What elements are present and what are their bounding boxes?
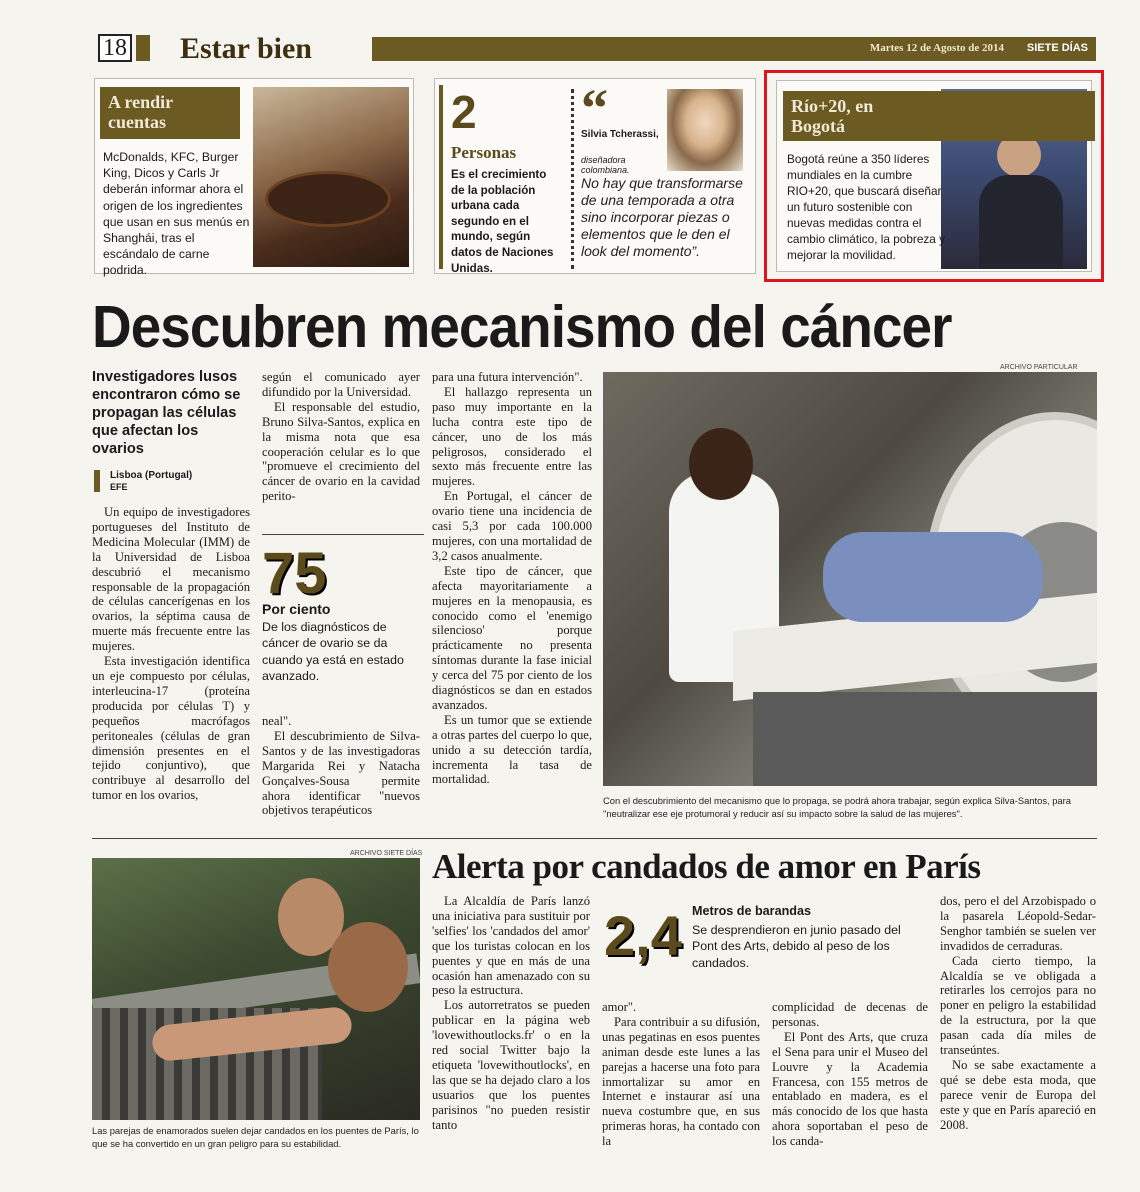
paragraph: Esta investigación identifica un eje compuesto por células, interleucina-17 (proteína producida por células T) y pequeños macrófagos peritoneales (células de gran dimensión presentes en el tejido conjuntivo), que contribuye al desarrollo del tumor en los ovarios, (92, 654, 250, 803)
article2-col-1 (432, 894, 590, 1133)
article2-col-3 (772, 1000, 928, 1149)
article2-col-4 (940, 894, 1096, 1133)
dotted-divider (571, 89, 574, 269)
paragraph: No se sabe exactamente a qué se debe esta moda, que parece venir de Europa del este y que en París apareció en 2008. (940, 1057, 1096, 1132)
personas-label: Personas (451, 143, 517, 162)
quote-text: No hay que transformarse de una temporada a otra sino incorporar piezas o elementos que le den el look del momento”. (581, 175, 743, 259)
paragraph: amor". (602, 1000, 637, 1014)
article2-col-2 (602, 1000, 760, 1149)
personas-text: Es el crecimiento de la población urbana cada segundo en el mundo, según datos de Naciones Unidas. (451, 168, 554, 275)
section-divider (92, 838, 1097, 839)
quote-mark-icon: “ (581, 78, 608, 138)
paragraph: neal". (262, 714, 292, 728)
burger-photo (253, 87, 409, 267)
headline-secondary: Alerta por candados de amor en París (432, 847, 981, 886)
paragraph: La Alcaldía de París lanzó una iniciativa para sustituir por 'selfies' los 'candados del amor' que los turistas colocan en los puentes y que en más de una ocasión han amenazado con su peso la estructura. (432, 894, 590, 998)
paragraph: El responsable del estudio, Bruno Silva-Santos, explica en la misma nota que esa cooperación celular es lo que "promueve el crecimiento del cáncer de ovario en la cavidad perito- (262, 399, 420, 504)
paragraph: según el comunicado ayer difundido por la Universidad. (262, 370, 420, 399)
burger-patty-icon (265, 171, 391, 227)
dateline: Lisboa (Portugal) (110, 470, 193, 481)
lab-photo (603, 372, 1097, 786)
woman-head-icon (328, 922, 408, 1012)
paragraph: El hallazgo representa un paso muy importante en la lucha contra este tipo de cáncer, uno de los más peligrosos, considerado el sexto más frecuente entre las mujeres. (432, 384, 592, 489)
quote-name: Silvia Tcherassi, (581, 129, 659, 140)
paragraph: dos, pero el del Arzobispado o la pasarela Léopold-Sedar-Senghor también se suelen ver invadidos de cerraduras. (940, 894, 1096, 953)
paragraph: En Portugal, el cáncer de ovario tiene una incidencia de casi 5,3 por cada 100.000 mujeres, con una mortalidad de 3,2 casos anualmente. (432, 489, 592, 563)
stat-text: De los diagnósticos de cáncer de ovario se da cuando ya está en estado avanzado. (262, 620, 404, 684)
paragraph: Cada cierto tiempo, la Alcaldía se ve obligada a retirarles los cerrojos para no poner en peligro la estabilidad de la estructura, por la que pasan cada día miles de transeúntes. (940, 953, 1096, 1058)
paragraph: El Pont des Arts, que cruza el Sena para unir el Museo del Louvre y la Academia Francesa, con 155 metros de entablado en madera, es el más conocido de los que hasta ahora soportaban el peso de los canda- (772, 1029, 928, 1149)
stat-label: Por ciento (262, 601, 331, 617)
stat-box-75 (262, 534, 424, 704)
article-col-2-bottom (262, 714, 420, 818)
photo-caption: Las parejas de enamorados suelen dejar candados en los puentes de París, lo que se ha convertido en un gran peligro para su estabilidad. (92, 1125, 419, 1149)
brief-rendir-cuentas (94, 78, 414, 278)
header-bar (372, 37, 1096, 61)
article-col-3 (432, 370, 592, 787)
photo-caption: Con el descubrimiento del mecanismo que lo propaga, se podrá ahora trabajar, según explica Silva-Santos, para "neutralizar ese eje protumoral y reducir así su impacto sobre la salud de las mujeres". (603, 795, 1071, 819)
paragraph: complicidad de decenas de personas. (772, 1000, 928, 1029)
brief-title: A rendir cuentas (108, 92, 173, 132)
brief-left-bar (439, 85, 443, 269)
header-accent (136, 35, 150, 61)
stat-text: Se desprendieron en junio pasado del Pont des Arts, debido al peso de los candados. (692, 923, 901, 970)
quote-role: diseñadora colombiana. (581, 155, 630, 175)
paragraph: Un equipo de investigadores portugueses del Instituto de Medicina Molecular (IMM) de la Universidad de Lisboa descubrió el mecanismo responsable de la propagación de células cancerígenas en los ovarios, la séptima causa de muerte más frecuente entre las mujeres. (92, 505, 250, 654)
patient-figure-icon (823, 532, 1043, 622)
brief-title-box (783, 91, 1095, 141)
section-title: Estar bien (180, 32, 312, 65)
brief-text: Bogotá reúne a 350 líderes mundiales en la cumbre RIO+20, que buscará diseñar un futuro sostenible con nuevas medidas contra el cambio climático, la pobreza y mejorar la movilidad. (787, 152, 946, 262)
photo-credit: ARCHIVO PARTICULAR (1000, 364, 1078, 371)
stat-box-24 (600, 894, 920, 990)
page-number: 18 (98, 34, 132, 62)
stat-number: 75 (262, 541, 327, 606)
personas-number: 2 (451, 86, 477, 138)
page-header (92, 32, 1096, 64)
article-col-2-top (262, 370, 420, 504)
speaker-suit-icon (979, 175, 1063, 269)
paragraph: Este tipo de cáncer, que afecta mayoritariamente a mujeres en la menopausia, es conocido como el 'enemigo silencioso' porque prácticamente no presenta síntomas durante la fase inicial y cerca del 75 por ciento de los diagnósticos se dan en estados avanzados. (432, 563, 592, 712)
paragraph: Para contribuir a su difusión, unas pegatinas en esos puentes animan desde este lunes a las parejas a hacerse una foto para inmortalizar su amor en Internet e instaurar así una nueva costumbre que, en sus primeras horas, ha contado con la (602, 1014, 760, 1149)
brief-personas (434, 78, 756, 274)
article-deck: Investigadores lusos encontraron cómo se propagan las células que afectan los ovarios (92, 369, 241, 457)
dateline-mark (94, 470, 100, 492)
stat-number: 2,4 (604, 904, 682, 967)
brief-text: McDonalds, KFC, Burger King, Dicos y Carls Jr deberán informar ahora el origen de los ingredientes que usan en sus menús en Shanghái, tras el escándalo de carne podrida. (103, 150, 250, 278)
doctor-head-icon (689, 428, 753, 500)
paragraph: Los autorretratos se pueden publicar en la página web 'lovewithoutlocks.fr' o en la red social Twitter bajo la etiqueta 'lovewithoutlocks', en las que se ha dejado claro a los usuarios que los puentes parisinos "no pueden resistir tanto (432, 998, 590, 1132)
brief-rio20 (776, 80, 1092, 272)
article-col-1 (92, 505, 250, 803)
brief-title-box (100, 87, 240, 139)
scanner-base-icon (753, 692, 1097, 786)
padlocks-photo (92, 858, 420, 1120)
paragraph: Es un tumor que se extiende a otras partes del cuerpo lo que, unido a su detección tardía, incrementa la tasa de mortalidad. (432, 712, 592, 787)
stat-label: Metros de barandas (692, 904, 811, 918)
agency: EFE (110, 482, 128, 492)
brief-title: Río+20, en Bogotá (791, 96, 874, 136)
paragraph: El descubrimiento de Silva-Santos y de las investigadoras Margarida Rei y Natacha Gonçalves-Sousa permite ahora identificar "nuevos objetivos terapéuticos (262, 728, 420, 818)
header-date: Martes 12 de Agosto de 2014 (869, 42, 1004, 54)
photo-credit: ARCHIVO SIETE DÍAS (350, 850, 423, 857)
headline: Descubren mecanismo del cáncer (92, 294, 952, 360)
paragraph: para una futura intervención". (432, 370, 583, 384)
header-brand: SIETE DÍAS (1026, 42, 1088, 54)
portrait-photo (667, 89, 743, 171)
